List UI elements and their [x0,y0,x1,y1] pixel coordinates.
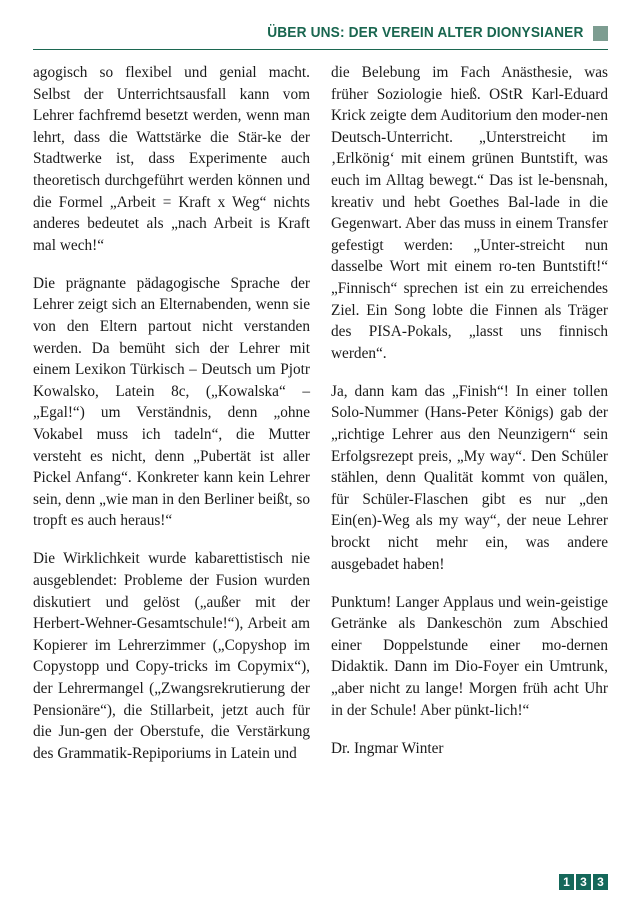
page-digit: 1 [559,874,574,890]
page-digit: 3 [593,874,608,890]
page-digit: 3 [576,874,591,890]
paragraph: Die Wirklichkeit wurde kabarettistisch nie ausgeblendet: Probleme der Fusion wurden diskutiert und gelöst („außer mit der Herbert-Wehner-Gesamtschule!“), Arbeit am Kopierer im Lehrerzimmer („Copyshop im Copystopp und Copy-tricks im Copymix“), der Lehrermangel („Zwangsrekrutierung der Pensionäre“), die Stillarbeit, jetzt auch für die Jun-gen der Oberstufe, die Verstärkung des Grammatik-Repiporiums in Latein und [33,550,310,762]
column-right [331,62,608,759]
page-number [559,874,608,890]
paragraph: agogisch so flexibel und genial macht. Selbst der Unterrichtsausfall kann vom Lehrer fachfremd besetzt werden, wenn man lehrt, dass die Wattstärke die Stär-ke der Stadtwerke ist, dass Experimente auch theoretisch durchgeführt werden können und die Formel „Arbeit = Kraft x Weg“ nichts anderes bedeutet als „nach Arbeit is Kraft mal wech!“ [33,64,310,254]
paragraph: Punktum! Langer Applaus und wein-geistige Getränke als Dankeschön zum Abschied einer Doppelstunde einer mo-dernen Didaktik. Dann im Dio-Foyer ein Umtrunk, „aber nicht zu lange! Morgen früh acht Uhr in der Schule! Aber pünkt-lich!“ [331,593,608,719]
running-header [33,22,608,52]
body-columns [33,62,609,764]
header-divider [33,49,608,50]
page-title: ÜBER UNS: DER VEREIN ALTER DIONYSIANER [267,25,584,41]
header-row [33,22,608,44]
paragraph: Ja, dann kam das „Finish“! In einer tollen Solo-Nummer (Hans-Peter Königs) gab der „richtige Lehrer aus den Neunzigern“ sein Erfolgsrezept preis, „My way“. Den Schüler stählen, denn Qualität kommt von quälen, für Schüler-Flaschen gibt es nur „den Ein(en)-Weg als my way“, der neue Lehrer brockt nicht mehr ein, was andere ausgebadet haben! [331,382,608,573]
header-square-icon [593,26,608,41]
author-signature: Dr. Ingmar Winter [331,739,444,757]
paragraph: die Belebung im Fach Anästhesie, was früher Soziologie hieß. OStR Karl-Eduard Krick zeigte dem Auditorium den moder-nen Deutsch-Unterricht. „Unterstreicht im ‚Erlkönig‘ mit einem grünen Buntstift, was euch im Alltag bewegt.“ Das ist le-bensnah, kreativ und hebt Goethes Bal-lade in die Gegenwart. Aber das muss in einem Transfer gefestigt werden: „Unter-streicht nun dasselbe Wort mit einem ro-ten Buntstift!“ „Finnisch“ sprechen ist ein zu erreichendes Ziel. Ein Song lobte die Finnen als Träger des PISA-Pokals, „lasst uns finnisch werden“. [331,64,608,362]
column-left [33,62,310,764]
paragraph: Die prägnante pädagogische Sprache der Lehrer zeigt sich an Elternabenden, wenn sie von den Eltern partout nicht verstanden werden. Da bemüht sich der Lehrer mit einem Lexikon Türkisch – Deutsch um Pjotr Kowalsko, Latein 8c, („Kowalska“ – „Egal!“) um Verständnis, denn „ohne Vokabel muss ich tadeln“, die Mutter versteht es nicht, denn „Pubertät ist aller Pickel Anfang“. Konkreter kann kein Lehrer sein, denn „wie man in den Berliner beißt, so tropft es auch heraus!“ [33,274,310,530]
